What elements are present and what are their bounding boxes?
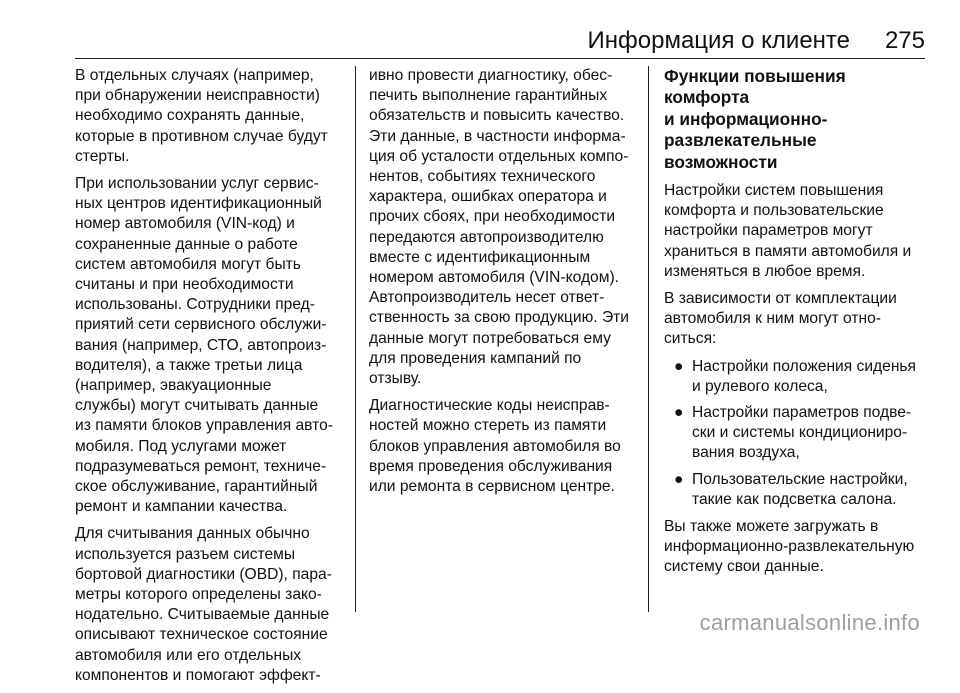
paragraph: ивно провести диагностику, обес- печить выполнение гарантийных обязательств и повысить качество. Эти данные, в частности информа- ция об усталости отдельных компо- нентов, событиях технического характера, ошибках оператора и прочих сбоях, при необходимости передаются автопроизводителю вместе с идентификационным номером автомобиля (VIN-кодом). Автопроизводитель несет ответ- ственность за свою продукцию. Эти данные могут потребоваться ему для проведения кампаний по отзыву. — [369, 67, 629, 388]
bullet-icon: ● — [674, 404, 684, 422]
column-2 — [369, 66, 637, 504]
bullet-icon: ● — [674, 470, 684, 488]
list-item-text: Пользовательские настройки, такие как подсветка салона. — [692, 470, 908, 508]
bullet-icon: ● — [674, 357, 684, 375]
column-3 — [664, 66, 926, 585]
list-item — [664, 403, 926, 464]
page-title: Информация о клиенте — [587, 27, 850, 54]
list-item — [664, 357, 926, 397]
paragraph: Настройки систем повышения комфорта и пользовательские настройки параметров могут храниться в памяти автомобиля и изменяться в любое время. — [664, 182, 912, 280]
watermark: carmanualsonline.info — [699, 610, 920, 635]
page-header — [75, 26, 925, 56]
paragraph: При использовании услуг сервис- ных центров идентификационный номер автомобиля (VIN-код) и сохраненные данные о работе систем автомобиля могут быть считаны и при необходимости использованы. Сотрудники пред- приятий сети сервисного обслужи- вания (например, СТО, автопроиз- водителя), а также третьи лица (например, эвакуационные службы) могут считывать данные из памяти блоков управления авто- мобиля. Под услугами может подразумеваться ремонт, техниче- ское обслуживание, гарантийный ремонт и кампании качества. — [75, 175, 333, 516]
paragraph: В зависимости от комплектации автомобиля к ним могут отно- ситься: — [664, 290, 897, 348]
paragraph: Вы также можете загружать в информационно-развлекательную систему свои данные. — [664, 518, 915, 576]
list-item-text: Настройки положения сиденья и рулевого колеса, — [692, 357, 917, 395]
paragraph: Диагностические коды неисправ- ностей можно стереть из памяти блоков управления автомобиля во время проведения обслуживания или ремонта в сервисном центре. — [369, 397, 621, 496]
column-divider-1 — [355, 66, 356, 612]
paragraph: Для считывания данных обычно используется разъем системы бортовой диагностики (OBD), пара- метры которого определены зако- нодательно. Считываемые данные описывают техническое состояние автомобиля или его отдельных компонентов и помогают эффект- — [75, 525, 332, 684]
bullet-list — [664, 357, 926, 510]
header-rule — [75, 58, 925, 59]
section-heading: Функции повышения комфорта и информационно- развлекательные возможности — [664, 66, 846, 172]
page-number: 275 — [884, 27, 925, 54]
column-1 — [75, 66, 343, 693]
list-item — [664, 470, 926, 510]
column-divider-2 — [648, 66, 649, 612]
paragraph: В отдельных случаях (например, при обнаружении неисправности) необходимо сохранять данные, которые в противном случае будут стерты. — [75, 67, 328, 165]
list-item-text: Настройки параметров подве- ски и системы кондициониро- вания воздуха, — [692, 404, 912, 462]
